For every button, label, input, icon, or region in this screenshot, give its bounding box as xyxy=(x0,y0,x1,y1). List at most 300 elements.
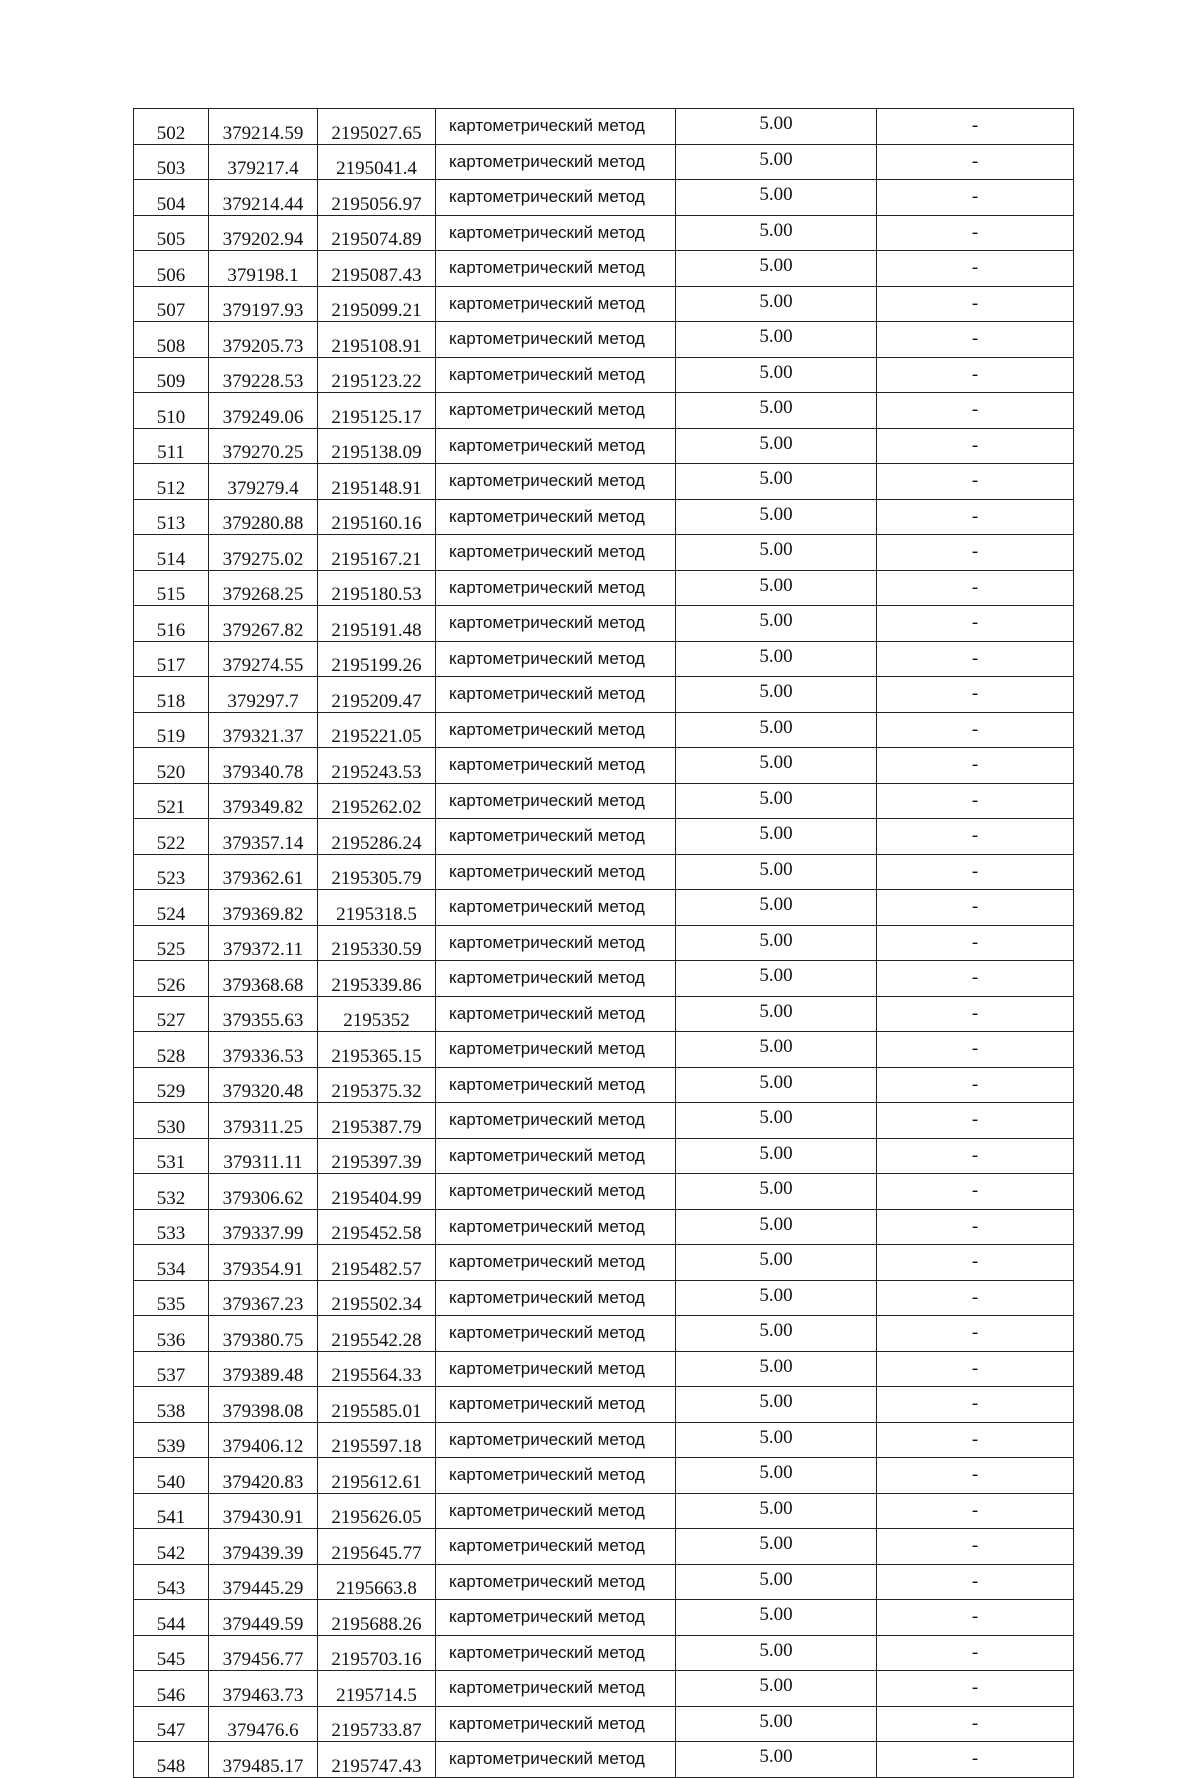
y-coordinate-cell: 2195612.61 xyxy=(318,1458,436,1494)
table-row xyxy=(134,1032,1074,1068)
coordinates-table-body xyxy=(134,109,1074,1778)
y-coordinate-cell: 2195243.53 xyxy=(318,748,436,784)
method-cell: картометрический метод xyxy=(436,996,676,1032)
accuracy-cell: 5.00 xyxy=(676,180,877,216)
table-row xyxy=(134,783,1074,819)
y-coordinate-cell: 2195318.5 xyxy=(318,890,436,926)
table-row xyxy=(134,1209,1074,1245)
method-cell: картометрический метод xyxy=(436,215,676,251)
description-cell: - xyxy=(877,641,1074,677)
description-cell: - xyxy=(877,783,1074,819)
y-coordinate-cell: 2195564.33 xyxy=(318,1351,436,1387)
method-cell: картометрический метод xyxy=(436,854,676,890)
y-coordinate-cell: 2195056.97 xyxy=(318,180,436,216)
point-number-cell: 537 xyxy=(134,1351,209,1387)
description-cell: - xyxy=(877,1138,1074,1174)
description-cell: - xyxy=(877,215,1074,251)
accuracy-cell: 5.00 xyxy=(676,1103,877,1139)
method-cell: картометрический метод xyxy=(436,144,676,180)
y-coordinate-cell: 2195365.15 xyxy=(318,1032,436,1068)
method-cell: картометрический метод xyxy=(436,499,676,535)
x-coordinate-cell: 379389.48 xyxy=(209,1351,318,1387)
table-row xyxy=(134,1316,1074,1352)
point-number-cell: 519 xyxy=(134,712,209,748)
table-row xyxy=(134,251,1074,287)
method-cell: картометрический метод xyxy=(436,1564,676,1600)
point-number-cell: 529 xyxy=(134,1067,209,1103)
y-coordinate-cell: 2195597.18 xyxy=(318,1422,436,1458)
x-coordinate-cell: 379311.11 xyxy=(209,1138,318,1174)
table-row xyxy=(134,109,1074,145)
y-coordinate-cell: 2195397.39 xyxy=(318,1138,436,1174)
x-coordinate-cell: 379456.77 xyxy=(209,1635,318,1671)
table-row xyxy=(134,357,1074,393)
point-number-cell: 544 xyxy=(134,1600,209,1636)
description-cell: - xyxy=(877,1671,1074,1707)
x-coordinate-cell: 379214.44 xyxy=(209,180,318,216)
table-row xyxy=(134,1458,1074,1494)
table-row xyxy=(134,215,1074,251)
y-coordinate-cell: 2195125.17 xyxy=(318,393,436,429)
description-cell: - xyxy=(877,819,1074,855)
accuracy-cell: 5.00 xyxy=(676,1458,877,1494)
y-coordinate-cell: 2195262.02 xyxy=(318,783,436,819)
method-cell: картометрический метод xyxy=(436,925,676,961)
method-cell: картометрический метод xyxy=(436,961,676,997)
method-cell: картометрический метод xyxy=(436,180,676,216)
point-number-cell: 504 xyxy=(134,180,209,216)
y-coordinate-cell: 2195645.77 xyxy=(318,1529,436,1565)
y-coordinate-cell: 2195027.65 xyxy=(318,109,436,145)
description-cell: - xyxy=(877,1209,1074,1245)
y-coordinate-cell: 2195339.86 xyxy=(318,961,436,997)
point-number-cell: 542 xyxy=(134,1529,209,1565)
description-cell: - xyxy=(877,1316,1074,1352)
table-row xyxy=(134,1103,1074,1139)
description-cell: - xyxy=(877,109,1074,145)
x-coordinate-cell: 379362.61 xyxy=(209,854,318,890)
point-number-cell: 505 xyxy=(134,215,209,251)
description-cell: - xyxy=(877,890,1074,926)
table-row xyxy=(134,748,1074,784)
method-cell: картометрический метод xyxy=(436,783,676,819)
y-coordinate-cell: 2195352 xyxy=(318,996,436,1032)
point-number-cell: 527 xyxy=(134,996,209,1032)
description-cell: - xyxy=(877,712,1074,748)
x-coordinate-cell: 379355.63 xyxy=(209,996,318,1032)
table-row xyxy=(134,393,1074,429)
x-coordinate-cell: 379449.59 xyxy=(209,1600,318,1636)
table-row xyxy=(134,1067,1074,1103)
x-coordinate-cell: 379337.99 xyxy=(209,1209,318,1245)
point-number-cell: 545 xyxy=(134,1635,209,1671)
accuracy-cell: 5.00 xyxy=(676,712,877,748)
y-coordinate-cell: 2195199.26 xyxy=(318,641,436,677)
point-number-cell: 524 xyxy=(134,890,209,926)
accuracy-cell: 5.00 xyxy=(676,1138,877,1174)
table-row xyxy=(134,1671,1074,1707)
description-cell: - xyxy=(877,428,1074,464)
accuracy-cell: 5.00 xyxy=(676,535,877,571)
table-row xyxy=(134,1706,1074,1742)
description-cell: - xyxy=(877,1032,1074,1068)
accuracy-cell: 5.00 xyxy=(676,1209,877,1245)
x-coordinate-cell: 379321.37 xyxy=(209,712,318,748)
description-cell: - xyxy=(877,748,1074,784)
x-coordinate-cell: 379198.1 xyxy=(209,251,318,287)
point-number-cell: 525 xyxy=(134,925,209,961)
x-coordinate-cell: 379205.73 xyxy=(209,322,318,358)
x-coordinate-cell: 379398.08 xyxy=(209,1387,318,1423)
y-coordinate-cell: 2195180.53 xyxy=(318,570,436,606)
description-cell: - xyxy=(877,464,1074,500)
x-coordinate-cell: 379306.62 xyxy=(209,1174,318,1210)
accuracy-cell: 5.00 xyxy=(676,251,877,287)
point-number-cell: 546 xyxy=(134,1671,209,1707)
accuracy-cell: 5.00 xyxy=(676,1564,877,1600)
y-coordinate-cell: 2195087.43 xyxy=(318,251,436,287)
accuracy-cell: 5.00 xyxy=(676,1493,877,1529)
y-coordinate-cell: 2195502.34 xyxy=(318,1280,436,1316)
method-cell: картометрический метод xyxy=(436,322,676,358)
method-cell: картометрический метод xyxy=(436,1280,676,1316)
table-row xyxy=(134,180,1074,216)
x-coordinate-cell: 379357.14 xyxy=(209,819,318,855)
x-coordinate-cell: 379463.73 xyxy=(209,1671,318,1707)
y-coordinate-cell: 2195221.05 xyxy=(318,712,436,748)
x-coordinate-cell: 379279.4 xyxy=(209,464,318,500)
x-coordinate-cell: 379420.83 xyxy=(209,1458,318,1494)
description-cell: - xyxy=(877,286,1074,322)
accuracy-cell: 5.00 xyxy=(676,109,877,145)
method-cell: картометрический метод xyxy=(436,1316,676,1352)
method-cell: картометрический метод xyxy=(436,641,676,677)
y-coordinate-cell: 2195663.8 xyxy=(318,1564,436,1600)
method-cell: картометрический метод xyxy=(436,1245,676,1281)
table-row xyxy=(134,570,1074,606)
method-cell: картометрический метод xyxy=(436,1351,676,1387)
accuracy-cell: 5.00 xyxy=(676,1600,877,1636)
x-coordinate-cell: 379274.55 xyxy=(209,641,318,677)
x-coordinate-cell: 379268.25 xyxy=(209,570,318,606)
point-number-cell: 502 xyxy=(134,109,209,145)
description-cell: - xyxy=(877,180,1074,216)
accuracy-cell: 5.00 xyxy=(676,1067,877,1103)
description-cell: - xyxy=(877,1742,1074,1778)
table-row xyxy=(134,464,1074,500)
point-number-cell: 526 xyxy=(134,961,209,997)
x-coordinate-cell: 379368.68 xyxy=(209,961,318,997)
y-coordinate-cell: 2195688.26 xyxy=(318,1600,436,1636)
method-cell: картометрический метод xyxy=(436,819,676,855)
table-row xyxy=(134,1245,1074,1281)
x-coordinate-cell: 379340.78 xyxy=(209,748,318,784)
x-coordinate-cell: 379202.94 xyxy=(209,215,318,251)
point-number-cell: 513 xyxy=(134,499,209,535)
point-number-cell: 512 xyxy=(134,464,209,500)
y-coordinate-cell: 2195148.91 xyxy=(318,464,436,500)
point-number-cell: 541 xyxy=(134,1493,209,1529)
description-cell: - xyxy=(877,1493,1074,1529)
table-row xyxy=(134,1174,1074,1210)
accuracy-cell: 5.00 xyxy=(676,393,877,429)
method-cell: картометрический метод xyxy=(436,286,676,322)
accuracy-cell: 5.00 xyxy=(676,464,877,500)
table-row xyxy=(134,1422,1074,1458)
point-number-cell: 523 xyxy=(134,854,209,890)
table-row xyxy=(134,535,1074,571)
x-coordinate-cell: 379485.17 xyxy=(209,1742,318,1778)
table-row xyxy=(134,1280,1074,1316)
method-cell: картометрический метод xyxy=(436,1671,676,1707)
accuracy-cell: 5.00 xyxy=(676,1351,877,1387)
accuracy-cell: 5.00 xyxy=(676,1174,877,1210)
x-coordinate-cell: 379249.06 xyxy=(209,393,318,429)
description-cell: - xyxy=(877,1458,1074,1494)
y-coordinate-cell: 2195733.87 xyxy=(318,1706,436,1742)
x-coordinate-cell: 379349.82 xyxy=(209,783,318,819)
x-coordinate-cell: 379439.39 xyxy=(209,1529,318,1565)
method-cell: картометрический метод xyxy=(436,1706,676,1742)
description-cell: - xyxy=(877,1103,1074,1139)
method-cell: картометрический метод xyxy=(436,1209,676,1245)
method-cell: картометрический метод xyxy=(436,1138,676,1174)
table-row xyxy=(134,890,1074,926)
y-coordinate-cell: 2195138.09 xyxy=(318,428,436,464)
y-coordinate-cell: 2195167.21 xyxy=(318,535,436,571)
accuracy-cell: 5.00 xyxy=(676,1387,877,1423)
point-number-cell: 520 xyxy=(134,748,209,784)
point-number-cell: 503 xyxy=(134,144,209,180)
accuracy-cell: 5.00 xyxy=(676,783,877,819)
description-cell: - xyxy=(877,961,1074,997)
x-coordinate-cell: 379354.91 xyxy=(209,1245,318,1281)
x-coordinate-cell: 379406.12 xyxy=(209,1422,318,1458)
method-cell: картометрический метод xyxy=(436,109,676,145)
point-number-cell: 509 xyxy=(134,357,209,393)
point-number-cell: 535 xyxy=(134,1280,209,1316)
accuracy-cell: 5.00 xyxy=(676,357,877,393)
accuracy-cell: 5.00 xyxy=(676,890,877,926)
description-cell: - xyxy=(877,357,1074,393)
y-coordinate-cell: 2195108.91 xyxy=(318,322,436,358)
accuracy-cell: 5.00 xyxy=(676,1422,877,1458)
method-cell: картометрический метод xyxy=(436,1635,676,1671)
method-cell: картометрический метод xyxy=(436,606,676,642)
x-coordinate-cell: 379214.59 xyxy=(209,109,318,145)
accuracy-cell: 5.00 xyxy=(676,996,877,1032)
description-cell: - xyxy=(877,1422,1074,1458)
table-row xyxy=(134,925,1074,961)
y-coordinate-cell: 2195099.21 xyxy=(318,286,436,322)
point-number-cell: 517 xyxy=(134,641,209,677)
method-cell: картометрический метод xyxy=(436,1174,676,1210)
x-coordinate-cell: 379297.7 xyxy=(209,677,318,713)
description-cell: - xyxy=(877,1245,1074,1281)
accuracy-cell: 5.00 xyxy=(676,641,877,677)
accuracy-cell: 5.00 xyxy=(676,606,877,642)
y-coordinate-cell: 2195123.22 xyxy=(318,357,436,393)
accuracy-cell: 5.00 xyxy=(676,1280,877,1316)
table-row xyxy=(134,606,1074,642)
table-row xyxy=(134,854,1074,890)
accuracy-cell: 5.00 xyxy=(676,215,877,251)
x-coordinate-cell: 379311.25 xyxy=(209,1103,318,1139)
description-cell: - xyxy=(877,1529,1074,1565)
description-cell: - xyxy=(877,1174,1074,1210)
table-row xyxy=(134,1351,1074,1387)
point-number-cell: 547 xyxy=(134,1706,209,1742)
accuracy-cell: 5.00 xyxy=(676,322,877,358)
method-cell: картометрический метод xyxy=(436,712,676,748)
method-cell: картометрический метод xyxy=(436,677,676,713)
method-cell: картометрический метод xyxy=(436,1493,676,1529)
point-number-cell: 528 xyxy=(134,1032,209,1068)
x-coordinate-cell: 379380.75 xyxy=(209,1316,318,1352)
point-number-cell: 530 xyxy=(134,1103,209,1139)
accuracy-cell: 5.00 xyxy=(676,1671,877,1707)
accuracy-cell: 5.00 xyxy=(676,144,877,180)
method-cell: картометрический метод xyxy=(436,1103,676,1139)
accuracy-cell: 5.00 xyxy=(676,819,877,855)
point-number-cell: 515 xyxy=(134,570,209,606)
x-coordinate-cell: 379476.6 xyxy=(209,1706,318,1742)
y-coordinate-cell: 2195041.4 xyxy=(318,144,436,180)
point-number-cell: 511 xyxy=(134,428,209,464)
description-cell: - xyxy=(877,393,1074,429)
point-number-cell: 540 xyxy=(134,1458,209,1494)
method-cell: картометрический метод xyxy=(436,890,676,926)
x-coordinate-cell: 379369.82 xyxy=(209,890,318,926)
accuracy-cell: 5.00 xyxy=(676,677,877,713)
accuracy-cell: 5.00 xyxy=(676,1529,877,1565)
x-coordinate-cell: 379217.4 xyxy=(209,144,318,180)
description-cell: - xyxy=(877,1387,1074,1423)
y-coordinate-cell: 2195404.99 xyxy=(318,1174,436,1210)
point-number-cell: 522 xyxy=(134,819,209,855)
point-number-cell: 531 xyxy=(134,1138,209,1174)
point-number-cell: 516 xyxy=(134,606,209,642)
point-number-cell: 508 xyxy=(134,322,209,358)
table-row xyxy=(134,677,1074,713)
accuracy-cell: 5.00 xyxy=(676,961,877,997)
description-cell: - xyxy=(877,1600,1074,1636)
table-row xyxy=(134,819,1074,855)
point-number-cell: 533 xyxy=(134,1209,209,1245)
point-number-cell: 510 xyxy=(134,393,209,429)
y-coordinate-cell: 2195387.79 xyxy=(318,1103,436,1139)
point-number-cell: 539 xyxy=(134,1422,209,1458)
point-number-cell: 518 xyxy=(134,677,209,713)
y-coordinate-cell: 2195375.32 xyxy=(318,1067,436,1103)
method-cell: картометрический метод xyxy=(436,1422,676,1458)
description-cell: - xyxy=(877,677,1074,713)
description-cell: - xyxy=(877,1351,1074,1387)
x-coordinate-cell: 379367.23 xyxy=(209,1280,318,1316)
accuracy-cell: 5.00 xyxy=(676,1706,877,1742)
accuracy-cell: 5.00 xyxy=(676,1245,877,1281)
description-cell: - xyxy=(877,1635,1074,1671)
table-row xyxy=(134,1564,1074,1600)
y-coordinate-cell: 2195330.59 xyxy=(318,925,436,961)
table-row xyxy=(134,144,1074,180)
y-coordinate-cell: 2195585.01 xyxy=(318,1387,436,1423)
description-cell: - xyxy=(877,322,1074,358)
point-number-cell: 507 xyxy=(134,286,209,322)
y-coordinate-cell: 2195286.24 xyxy=(318,819,436,855)
y-coordinate-cell: 2195160.16 xyxy=(318,499,436,535)
table-row xyxy=(134,1387,1074,1423)
accuracy-cell: 5.00 xyxy=(676,1316,877,1352)
method-cell: картометрический метод xyxy=(436,428,676,464)
method-cell: картометрический метод xyxy=(436,393,676,429)
method-cell: картометрический метод xyxy=(436,1387,676,1423)
point-number-cell: 506 xyxy=(134,251,209,287)
point-number-cell: 534 xyxy=(134,1245,209,1281)
description-cell: - xyxy=(877,1067,1074,1103)
accuracy-cell: 5.00 xyxy=(676,1635,877,1671)
x-coordinate-cell: 379430.91 xyxy=(209,1493,318,1529)
description-cell: - xyxy=(877,1564,1074,1600)
y-coordinate-cell: 2195074.89 xyxy=(318,215,436,251)
accuracy-cell: 5.00 xyxy=(676,925,877,961)
accuracy-cell: 5.00 xyxy=(676,1032,877,1068)
table-row xyxy=(134,1742,1074,1778)
y-coordinate-cell: 2195703.16 xyxy=(318,1635,436,1671)
y-coordinate-cell: 2195542.28 xyxy=(318,1316,436,1352)
method-cell: картометрический метод xyxy=(436,1529,676,1565)
description-cell: - xyxy=(877,996,1074,1032)
y-coordinate-cell: 2195714.5 xyxy=(318,1671,436,1707)
method-cell: картометрический метод xyxy=(436,535,676,571)
method-cell: картометрический метод xyxy=(436,464,676,500)
description-cell: - xyxy=(877,499,1074,535)
x-coordinate-cell: 379372.11 xyxy=(209,925,318,961)
accuracy-cell: 5.00 xyxy=(676,854,877,890)
description-cell: - xyxy=(877,570,1074,606)
description-cell: - xyxy=(877,1280,1074,1316)
coordinates-table xyxy=(133,108,1074,1778)
method-cell: картометрический метод xyxy=(436,1742,676,1778)
method-cell: картометрический метод xyxy=(436,1600,676,1636)
x-coordinate-cell: 379280.88 xyxy=(209,499,318,535)
x-coordinate-cell: 379270.25 xyxy=(209,428,318,464)
description-cell: - xyxy=(877,251,1074,287)
y-coordinate-cell: 2195626.05 xyxy=(318,1493,436,1529)
description-cell: - xyxy=(877,144,1074,180)
point-number-cell: 514 xyxy=(134,535,209,571)
table-row xyxy=(134,322,1074,358)
description-cell: - xyxy=(877,606,1074,642)
method-cell: картометрический метод xyxy=(436,570,676,606)
y-coordinate-cell: 2195452.58 xyxy=(318,1209,436,1245)
x-coordinate-cell: 379445.29 xyxy=(209,1564,318,1600)
x-coordinate-cell: 379336.53 xyxy=(209,1032,318,1068)
table-row xyxy=(134,1529,1074,1565)
x-coordinate-cell: 379275.02 xyxy=(209,535,318,571)
method-cell: картометрический метод xyxy=(436,1458,676,1494)
point-number-cell: 532 xyxy=(134,1174,209,1210)
table-row xyxy=(134,286,1074,322)
description-cell: - xyxy=(877,1706,1074,1742)
method-cell: картометрический метод xyxy=(436,357,676,393)
point-number-cell: 543 xyxy=(134,1564,209,1600)
table-row xyxy=(134,499,1074,535)
y-coordinate-cell: 2195305.79 xyxy=(318,854,436,890)
accuracy-cell: 5.00 xyxy=(676,1742,877,1778)
point-number-cell: 521 xyxy=(134,783,209,819)
x-coordinate-cell: 379267.82 xyxy=(209,606,318,642)
